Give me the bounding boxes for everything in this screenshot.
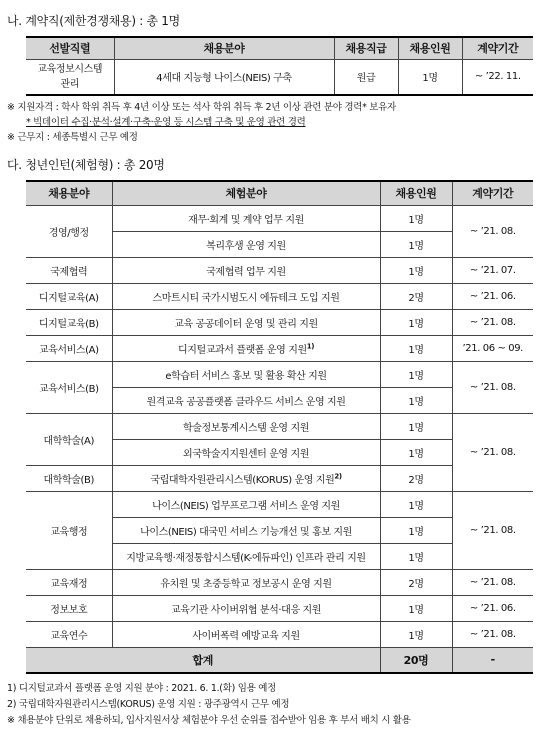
field-cell: 국제협력 업무 지원 <box>112 257 380 283</box>
area-cell: 교육연수 <box>26 621 112 647</box>
area-cell: 교육행정 <box>26 491 112 569</box>
job-cell <box>26 59 114 95</box>
period-cell: ~ ’21. 08. <box>452 205 533 257</box>
count-cell: 1명 <box>380 595 452 621</box>
count-cell: 1명 <box>398 59 462 95</box>
note-qualification-detail: * 빅데이터 수집·분석·설계·구축·운영 등 시스템 구축 및 운영 관련 경력 <box>26 117 306 128</box>
period-cell: ~ ’21. 06. <box>452 595 533 621</box>
count-cell: 1명 <box>380 439 452 465</box>
field-cell: 교육기관 사이버위협 분석·대응 지원 <box>112 595 380 621</box>
header-count: 채용인원 <box>380 181 452 205</box>
area-cell: 정보보호 <box>26 595 112 621</box>
total-count: 20명 <box>380 647 452 673</box>
count-cell: 1명 <box>380 205 452 231</box>
count-cell: 1명 <box>380 543 452 569</box>
count-cell: 2명 <box>380 283 452 309</box>
header-area: 채용분야 <box>26 181 112 205</box>
area-cell: 디지털교육(A) <box>26 283 112 309</box>
count-cell: 1명 <box>380 413 452 439</box>
field-cell <box>112 335 380 361</box>
job-line-1: 교육정보시스템 <box>37 63 103 75</box>
count-cell: 2명 <box>380 569 452 595</box>
period-cell: ~ ’21. 08. <box>452 413 533 491</box>
period-cell: ~ ’21. 07. <box>452 257 533 283</box>
footnote-ref-2: 2) <box>334 472 342 481</box>
header-field: 체험분야 <box>112 181 380 205</box>
area-cell: 경영/행정 <box>26 205 112 257</box>
count-cell: 1명 <box>380 231 452 257</box>
area-cell: 국제협력 <box>26 257 112 283</box>
field-cell: 교육 공공데이터 운영 및 관리 지원 <box>112 309 380 335</box>
header-grade: 채용직급 <box>334 37 398 59</box>
field-cell: 유치원 및 초중등학교 정보공시 운영 지원 <box>112 569 380 595</box>
period-cell: ~ ’21. 08. <box>452 309 533 335</box>
table-row <box>26 283 533 309</box>
field-cell <box>112 465 380 491</box>
footnote-2: 2) 국립대학자원관리시스템(KORUS) 운영 지원 : 광주광역시 근무 예정 <box>7 699 290 710</box>
period-cell: ~ ’21. 08. <box>452 621 533 647</box>
table-row <box>26 257 533 283</box>
count-cell: 1명 <box>380 257 452 283</box>
area-cell: 교육서비스(B) <box>26 361 112 413</box>
table-row <box>26 309 533 335</box>
field-cell: 나이스(NEIS) 대국민 서비스 기능개선 및 홍보 지원 <box>112 517 380 543</box>
area-cell: 대학학술(B) <box>26 465 112 491</box>
table-row <box>26 205 533 231</box>
table-row <box>26 413 533 439</box>
section-da-title: 다. 청년인턴(체험형) : 총 20명 <box>7 158 165 172</box>
note-workplace: ※ 근무지 : 세종특별시 근무 예정 <box>7 132 138 143</box>
period-cell: ~ ’21. 06. <box>452 283 533 309</box>
table-row <box>26 491 533 517</box>
field-cell: 원격교육 공공플랫폼 클라우드 서비스 운영 지원 <box>112 387 380 413</box>
field-cell: 재무·회계 및 계약 업무 지원 <box>112 205 380 231</box>
job-line-2: 관리 <box>60 78 80 90</box>
footnote-ref-1: 1) <box>306 342 314 351</box>
area-cell: 교육서비스(A) <box>26 335 112 361</box>
count-cell: 1명 <box>380 517 452 543</box>
total-period: - <box>452 647 533 673</box>
header-period: 계약기간 <box>452 181 533 205</box>
table-row <box>26 569 533 595</box>
count-cell: 1명 <box>380 387 452 413</box>
period-cell: ~ ’21. 08. <box>452 361 533 413</box>
period-cell: ~ ’21. 08. <box>452 569 533 595</box>
field-text: 국립대학자원관리시스템(KORUS) 운영 지원 <box>150 474 335 486</box>
count-cell: 2명 <box>380 465 452 491</box>
field-cell: 사이버폭력 예방교육 지원 <box>112 621 380 647</box>
field-cell: 나이스(NEIS) 업무프로그램 서비스 운영 지원 <box>112 491 380 517</box>
area-cell: 대학학술(A) <box>26 413 112 465</box>
field-cell: 학술정보통계시스템 운영 지원 <box>112 413 380 439</box>
field-cell: 스마트시티 국가시범도시 에듀테크 도입 지원 <box>112 283 380 309</box>
header-period: 계약기간 <box>462 37 533 59</box>
count-cell: 1명 <box>380 491 452 517</box>
contract-table <box>26 36 533 96</box>
table-row <box>26 361 533 387</box>
field-cell: 4세대 지능형 나이스(NEIS) 구축 <box>114 59 334 95</box>
table-row <box>26 621 533 647</box>
period-cell: ’21. 06 ~ 09. <box>452 335 533 361</box>
field-cell: 복리후생 운영 지원 <box>112 231 380 257</box>
section-na-title: 나. 계약직(제한경쟁채용) : 총 1명 <box>7 14 180 28</box>
header-field: 채용분야 <box>114 37 334 59</box>
field-text: 디지털교과서 플랫폼 운영 지원 <box>178 344 307 356</box>
area-cell: 교육재정 <box>26 569 112 595</box>
field-cell: 지방교육행·재정통합시스템(K-에듀파인) 인프라 관리 지원 <box>112 543 380 569</box>
table-row <box>26 595 533 621</box>
total-label: 합계 <box>26 647 380 673</box>
footnote-3: ※ 채용분야 단위로 채용하되, 입사지원서상 체험분야 우선 순위를 접수받아 임용 후 부서 배치 시 활용 <box>7 715 411 726</box>
field-cell: 외국학술지지원센터 운영 지원 <box>112 439 380 465</box>
total-row <box>26 647 533 673</box>
intern-table <box>26 180 533 674</box>
count-cell: 1명 <box>380 361 452 387</box>
period-cell: ~ ’21. 08. <box>452 491 533 569</box>
table-row <box>26 335 533 361</box>
count-cell: 1명 <box>380 335 452 361</box>
grade-cell: 원급 <box>334 59 398 95</box>
period-cell: ~ ’22. 11. <box>462 59 533 95</box>
footnote-1: 1) 디지털교과서 플랫폼 운영 지원 분야 : 2021. 6. 1.(화) 임용 예정 <box>7 683 276 694</box>
note-qualification: ※ 지원자격 : 학사 학위 취득 후 4년 이상 또는 석사 학위 취득 후 2년 이상 관련 분야 경력* 보유자 <box>7 102 396 113</box>
header-job: 선발직렬 <box>26 37 114 59</box>
count-cell: 1명 <box>380 309 452 335</box>
field-cell: e학습터 서비스 홍보 및 활용 확산 지원 <box>112 361 380 387</box>
count-cell: 1명 <box>380 621 452 647</box>
header-count: 채용인원 <box>398 37 462 59</box>
area-cell: 디지털교육(B) <box>26 309 112 335</box>
